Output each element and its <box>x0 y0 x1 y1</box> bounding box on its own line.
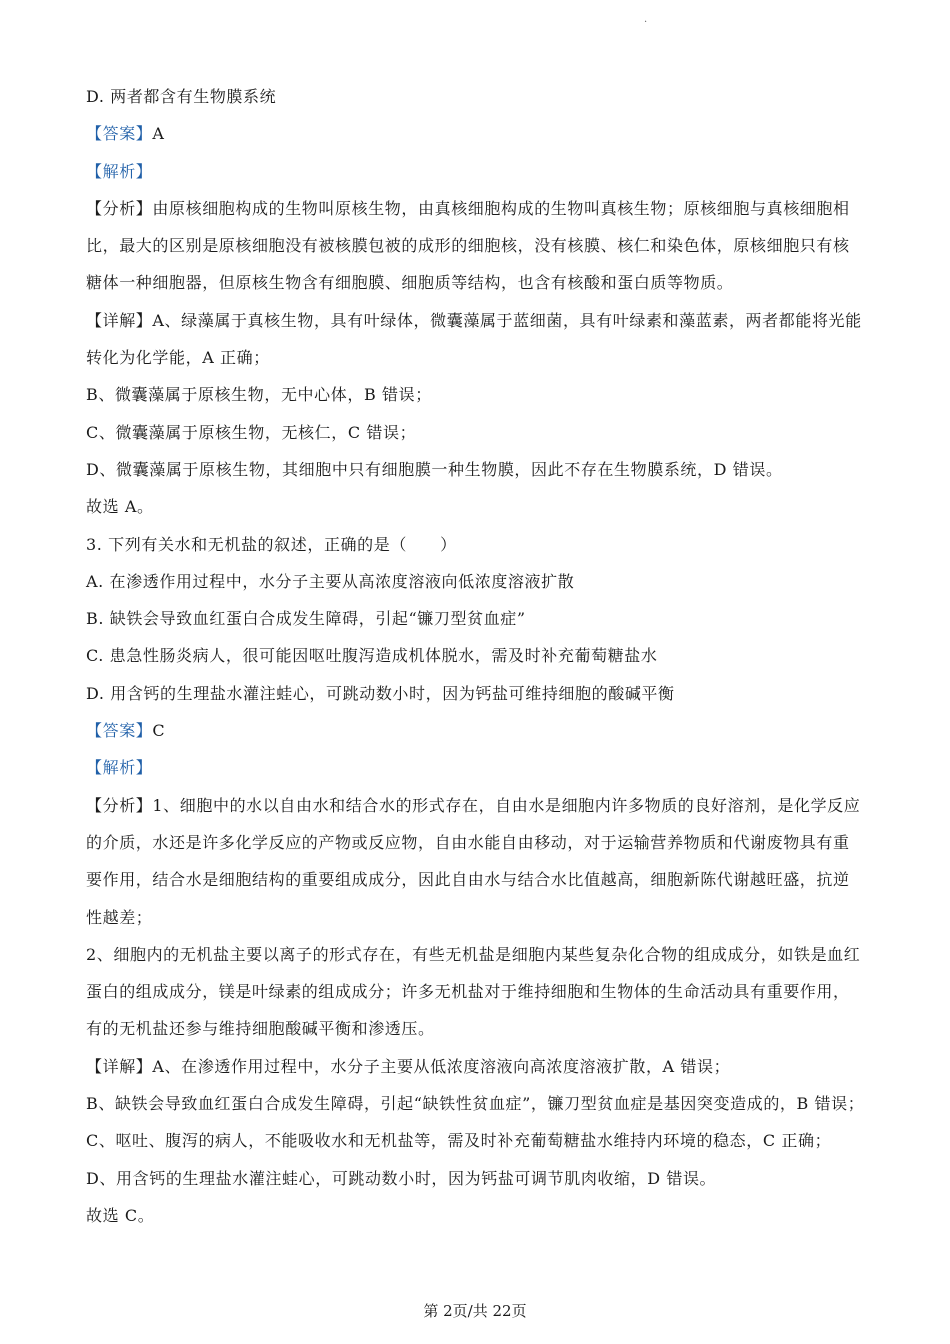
q3-analysis-heading <box>86 749 876 786</box>
q3-fenxi-line: 蛋白的组成成分，镁是叶绿素的组成成分；许多无机盐对于维持细胞和生物体的生命活动具有重要作用， <box>86 982 850 1002</box>
q3-xiangjie-line <box>86 1048 876 1085</box>
answer-value: A <box>152 124 165 144</box>
q3-fenxi-line: 有的无机盐还参与维持细胞酸碱平衡和渗透压。 <box>86 1019 435 1039</box>
q3-xiangjie-line: D、用含钙的生理盐水灌注蛙心，可跳动数小时，因为钙盐可调节肌肉收缩，D 错误。 <box>86 1168 717 1188</box>
q2-xiangjie-line: D、微囊藻属于原核生物，其细胞中只有细胞膜一种生物膜，因此不存在生物膜系统，D 错误。 <box>86 459 783 479</box>
q2-xiangjie-line: C、微囊藻属于原核生物，无核仁，C 错误； <box>86 422 417 442</box>
fenxi-text: 由原核细胞构成的生物叫原核生物，由真核细胞构成的生物叫真核生物；原核细胞与真核细胞相 <box>152 198 850 218</box>
q3-option-a: A. 在渗透作用过程中，水分子主要从高浓度溶液向低浓度溶液扩散 <box>86 571 575 591</box>
analysis-tag: 【解析】 <box>86 161 153 181</box>
q2-xiangjie-line: 转化为化学能，A 正确； <box>86 348 270 368</box>
q2-fenxi-line: 糖体一种细胞器，但原核生物含有细胞膜、细胞质等结构，也含有核酸和蛋白质等物质。 <box>86 273 734 293</box>
xiangjie-tag: 【详解】 <box>86 310 153 330</box>
fenxi-tag: 【分析】 <box>86 198 153 218</box>
q3-fenxi-line: 性越差； <box>86 907 153 927</box>
q2-analysis-heading <box>86 153 876 190</box>
q2-option-d: D. 两者都含有生物膜系统 <box>86 87 277 106</box>
q3-fenxi-line: 要作用，结合水是细胞结构的重要组成成分，因此自由水与结合水比值越高，细胞新陈代谢越旺盛，抗逆 <box>86 870 850 890</box>
q3-xiangjie-line: B、缺铁会导致血红蛋白合成发生障碍，引起“缺铁性贫血症”，镰刀型贫血症是基因突变造成的，B 错误； <box>86 1094 865 1114</box>
header-dot: . <box>644 14 648 25</box>
xiangjie-tag: 【详解】 <box>86 1056 153 1076</box>
q3-stem: 3. 下列有关水和无机盐的叙述，正确的是（ ） <box>86 534 457 554</box>
q3-option-d: D. 用含钙的生理盐水灌注蛙心，可跳动数小时，因为钙盐可维持细胞的酸碱平衡 <box>86 683 675 703</box>
fenxi-tag: 【分析】 <box>86 795 153 815</box>
page-content <box>86 78 876 1234</box>
fenxi-text: 1、细胞中的水以自由水和结合水的形式存在，自由水是细胞内许多物质的良好溶剂，是化学反应 <box>152 795 861 815</box>
answer-value: C <box>152 721 166 741</box>
q2-answer <box>86 115 876 152</box>
xiangjie-text: A、绿藻属于真核生物，具有叶绿体，微囊藻属于蓝细菌，具有叶绿素和藻蓝素，两者都能将光能 <box>152 310 862 330</box>
q2-fenxi-line: 比，最大的区别是原核细胞没有被核膜包被的成形的细胞核，没有核膜、核仁和染色体，原核细胞只有核 <box>86 236 850 256</box>
q3-answer <box>86 712 876 749</box>
xiangjie-text: A、在渗透作用过程中，水分子主要从低浓度溶液向高浓度溶液扩散，A 错误； <box>152 1056 731 1076</box>
q2-xiangjie-line <box>86 302 876 339</box>
q2-fenxi-line <box>86 190 876 227</box>
answer-tag: 【答案】 <box>86 721 153 741</box>
analysis-tag: 【解析】 <box>86 758 153 778</box>
q3-option-c: C. 患急性肠炎病人，很可能因呕吐腹泻造成机体脱水，需及时补充葡萄糖盐水 <box>86 646 658 666</box>
q2-conclusion: 故选 A。 <box>86 497 154 517</box>
q3-fenxi-line: 的介质，水还是许多化学反应的产物或反应物，自由水能自由移动，对于运输营养物质和代谢废物具有重 <box>86 832 850 852</box>
page-number: 第 2页/共 22页 <box>423 1302 527 1320</box>
q3-fenxi-line <box>86 787 876 824</box>
answer-tag: 【答案】 <box>86 124 153 144</box>
q2-xiangjie-line: B、微囊藻属于原核生物，无中心体，B 错误； <box>86 385 432 405</box>
q3-xiangjie-line: C、呕吐、腹泻的病人，不能吸收水和无机盐等，需及时补充葡萄糖盐水维持内环境的稳态，C 正确； <box>86 1131 832 1151</box>
q3-fenxi-line: 2、细胞内的无机盐主要以离子的形式存在，有些无机盐是细胞内某些复杂化合物的组成成分，如铁是血红 <box>86 944 861 964</box>
q3-option-b: B. 缺铁会导致血红蛋白合成发生障碍，引起“镰刀型贫血症” <box>86 609 526 629</box>
q3-conclusion: 故选 C。 <box>86 1205 155 1225</box>
